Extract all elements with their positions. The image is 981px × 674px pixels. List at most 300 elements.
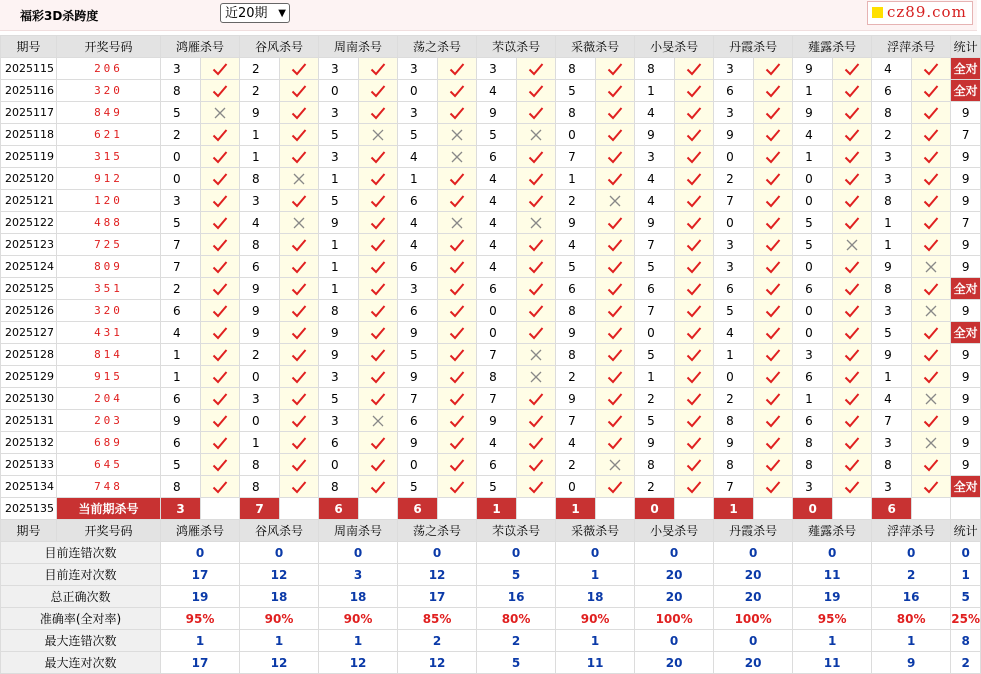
result-mark-cell (280, 234, 319, 256)
check-icon (754, 436, 792, 450)
result-mark-cell (912, 300, 951, 322)
draw-number-cell: 814 (57, 344, 161, 366)
stat-value: 90% (319, 608, 398, 630)
check-icon (754, 238, 792, 252)
result-mark-cell (359, 190, 398, 212)
check-icon (675, 128, 713, 142)
result-mark-cell (280, 146, 319, 168)
kill-number-cell: 9 (714, 432, 754, 454)
check-icon (754, 128, 792, 142)
result-mark-cell (201, 80, 240, 102)
cross-icon (517, 216, 555, 230)
check-icon (517, 436, 555, 450)
check-icon (517, 392, 555, 406)
check-icon (833, 282, 871, 296)
result-mark-cell (912, 212, 951, 234)
period-cell: 2025129 (1, 366, 57, 388)
stat-row (1, 652, 981, 674)
result-mark-cell (438, 256, 477, 278)
result-mark-cell (438, 124, 477, 146)
check-icon (596, 326, 634, 340)
check-icon (912, 458, 950, 472)
kill-number-cell: 6 (477, 146, 517, 168)
kill-number-cell: 4 (161, 322, 201, 344)
kill-number-cell: 8 (319, 300, 359, 322)
kill-number-cell: 9 (793, 58, 833, 80)
kill-number-cell: 8 (714, 410, 754, 432)
kill-number-cell: 5 (872, 322, 912, 344)
draw-row (1, 234, 981, 256)
check-icon (675, 458, 713, 472)
result-mark-cell (517, 410, 556, 432)
result-mark-cell (438, 80, 477, 102)
check-icon (912, 370, 950, 384)
stat-value: 0 (398, 542, 477, 564)
check-icon (754, 304, 792, 318)
check-icon (517, 150, 555, 164)
kill-number-cell: 9 (635, 124, 675, 146)
kill-number-cell: 3 (319, 102, 359, 124)
kill-number-cell: 0 (714, 366, 754, 388)
draw-number-cell: 351 (57, 278, 161, 300)
result-mark-cell (280, 278, 319, 300)
result-mark-cell (359, 212, 398, 234)
result-mark-cell (438, 146, 477, 168)
stat-value: 0 (951, 542, 981, 564)
kill-number-cell: 1 (872, 212, 912, 234)
check-icon (912, 150, 950, 164)
current-kill-number: 6 (872, 498, 912, 520)
result-mark-cell (438, 344, 477, 366)
kill-number-cell: 8 (872, 278, 912, 300)
check-icon (912, 62, 950, 76)
check-icon (280, 458, 318, 472)
check-icon (596, 62, 634, 76)
result-mark-cell (912, 278, 951, 300)
check-icon (833, 326, 871, 340)
column-header: 丹霞杀号 (714, 520, 793, 542)
check-icon (359, 348, 397, 362)
result-mark-cell (754, 234, 793, 256)
period-cell: 2025128 (1, 344, 57, 366)
check-icon (438, 304, 476, 318)
kill-number-cell: 4 (477, 432, 517, 454)
stat-value: 90% (240, 608, 319, 630)
result-mark-cell (675, 124, 714, 146)
check-icon (675, 370, 713, 384)
kill-number-cell: 3 (872, 432, 912, 454)
cross-icon (596, 458, 634, 472)
kill-number-cell: 7 (872, 410, 912, 432)
kill-number-cell: 8 (635, 58, 675, 80)
check-icon (754, 172, 792, 186)
check-icon (596, 348, 634, 362)
cross-icon (912, 304, 950, 318)
check-icon (201, 414, 239, 428)
result-mark-cell (359, 388, 398, 410)
stat-value: 1 (556, 564, 635, 586)
stat-value: 20 (714, 564, 793, 586)
result-mark-cell (833, 410, 872, 432)
draw-number-cell: 203 (57, 410, 161, 432)
result-mark-cell (517, 124, 556, 146)
stat-value: 85% (398, 608, 477, 630)
result-mark-cell (359, 366, 398, 388)
result-mark-cell (596, 234, 635, 256)
kill-number-cell: 8 (556, 344, 596, 366)
kill-number-cell: 3 (872, 168, 912, 190)
check-icon (833, 172, 871, 186)
result-mark-cell (833, 344, 872, 366)
kill-number-cell: 5 (556, 80, 596, 102)
stat-row (1, 586, 981, 608)
result-mark-cell (675, 80, 714, 102)
cross-icon (596, 194, 634, 208)
kill-number-cell: 8 (872, 102, 912, 124)
result-mark-cell (517, 300, 556, 322)
kill-span-table (0, 35, 981, 674)
result-mark-cell (517, 476, 556, 498)
stat-label: 总正确次数 (1, 586, 161, 608)
kill-number-cell: 9 (319, 344, 359, 366)
result-mark-cell (675, 212, 714, 234)
result-mark-cell (833, 454, 872, 476)
kill-number-cell: 0 (556, 476, 596, 498)
row-stat-cell: 全对 (951, 58, 981, 80)
kill-number-cell: 0 (556, 124, 596, 146)
kill-number-cell: 7 (556, 146, 596, 168)
period-cell: 2025119 (1, 146, 57, 168)
kill-number-cell: 2 (556, 190, 596, 212)
column-header: 期号 (1, 36, 57, 58)
result-mark-cell (201, 432, 240, 454)
result-mark-cell (833, 476, 872, 498)
kill-number-cell: 4 (477, 168, 517, 190)
draw-number-cell: 431 (57, 322, 161, 344)
check-icon (201, 282, 239, 296)
kill-number-cell: 9 (556, 388, 596, 410)
result-mark-cell (359, 80, 398, 102)
check-icon (833, 458, 871, 472)
draw-row (1, 212, 981, 234)
stat-value: 95% (793, 608, 872, 630)
stat-value: 2 (872, 564, 951, 586)
check-icon (754, 194, 792, 208)
current-empty-cell (833, 498, 872, 520)
result-mark-cell (438, 410, 477, 432)
row-stat-cell: 9 (951, 234, 981, 256)
page-title: 福彩3D杀跨度 (20, 9, 99, 23)
check-icon (675, 62, 713, 76)
current-stat-cell (951, 498, 981, 520)
check-icon (517, 260, 555, 274)
kill-number-cell: 6 (793, 366, 833, 388)
kill-number-cell: 3 (793, 344, 833, 366)
kill-number-cell: 3 (714, 234, 754, 256)
check-icon (359, 194, 397, 208)
check-icon (359, 260, 397, 274)
check-icon (833, 128, 871, 142)
current-period-cell: 2025135 (1, 498, 57, 520)
check-icon (359, 172, 397, 186)
kill-number-cell: 5 (161, 102, 201, 124)
kill-number-cell: 3 (714, 102, 754, 124)
check-icon (596, 370, 634, 384)
kill-number-cell: 0 (477, 322, 517, 344)
row-stat-cell: 9 (951, 344, 981, 366)
result-mark-cell (517, 454, 556, 476)
result-mark-cell (596, 102, 635, 124)
draw-row (1, 168, 981, 190)
current-kill-number: 0 (793, 498, 833, 520)
result-mark-cell (675, 476, 714, 498)
stat-value: 12 (398, 652, 477, 674)
result-mark-cell (201, 300, 240, 322)
kill-number-cell: 2 (556, 454, 596, 476)
kill-number-cell: 1 (398, 168, 438, 190)
kill-number-cell: 6 (161, 300, 201, 322)
result-mark-cell (675, 454, 714, 476)
result-mark-cell (517, 80, 556, 102)
stat-value: 11 (793, 652, 872, 674)
result-mark-cell (596, 344, 635, 366)
result-mark-cell (280, 322, 319, 344)
check-icon (596, 128, 634, 142)
result-mark-cell (280, 58, 319, 80)
draw-number-cell: 488 (57, 212, 161, 234)
result-mark-cell (359, 300, 398, 322)
column-header: 小旻杀号 (635, 520, 714, 542)
period-cell: 2025134 (1, 476, 57, 498)
stat-value: 11 (793, 564, 872, 586)
stat-value: 80% (872, 608, 951, 630)
cross-icon (280, 216, 318, 230)
result-mark-cell (754, 322, 793, 344)
check-icon (438, 370, 476, 384)
result-mark-cell (833, 366, 872, 388)
kill-number-cell: 1 (319, 278, 359, 300)
stat-value: 0 (240, 542, 319, 564)
check-icon (912, 172, 950, 186)
result-mark-cell (359, 454, 398, 476)
column-header: 周南杀号 (319, 520, 398, 542)
result-mark-cell (754, 432, 793, 454)
kill-number-cell: 4 (635, 190, 675, 212)
check-icon (596, 150, 634, 164)
kill-number-cell: 2 (161, 124, 201, 146)
result-mark-cell (596, 168, 635, 190)
check-icon (754, 106, 792, 120)
kill-number-cell: 0 (714, 212, 754, 234)
result-mark-cell (438, 322, 477, 344)
kill-number-cell: 9 (477, 410, 517, 432)
kill-number-cell: 7 (477, 344, 517, 366)
check-icon (675, 238, 713, 252)
kill-number-cell: 3 (872, 300, 912, 322)
check-icon (675, 282, 713, 296)
kill-number-cell: 7 (161, 234, 201, 256)
kill-number-cell: 9 (319, 212, 359, 234)
result-mark-cell (359, 234, 398, 256)
result-mark-cell (596, 124, 635, 146)
kill-number-cell: 2 (635, 388, 675, 410)
stat-value: 17 (161, 652, 240, 674)
column-header: 期号 (1, 520, 57, 542)
draw-row (1, 80, 981, 102)
result-mark-cell (201, 146, 240, 168)
result-mark-cell (280, 476, 319, 498)
cross-icon (438, 128, 476, 142)
result-mark-cell (359, 124, 398, 146)
result-mark-cell (280, 256, 319, 278)
check-icon (359, 216, 397, 230)
result-mark-cell (517, 146, 556, 168)
result-mark-cell (359, 344, 398, 366)
kill-number-cell: 6 (793, 410, 833, 432)
check-icon (833, 84, 871, 98)
kill-number-cell: 3 (319, 410, 359, 432)
kill-number-cell: 8 (240, 454, 280, 476)
current-empty-cell (517, 498, 556, 520)
result-mark-cell (517, 432, 556, 454)
kill-number-cell: 8 (161, 476, 201, 498)
check-icon (675, 84, 713, 98)
site-logo[interactable] (867, 1, 973, 25)
result-mark-cell (517, 234, 556, 256)
kill-number-cell: 8 (556, 102, 596, 124)
result-mark-cell (438, 432, 477, 454)
check-icon (280, 194, 318, 208)
result-mark-cell (438, 300, 477, 322)
cross-icon (280, 172, 318, 186)
kill-number-cell: 1 (635, 80, 675, 102)
kill-number-cell: 9 (872, 256, 912, 278)
kill-number-cell: 3 (319, 146, 359, 168)
check-icon (912, 238, 950, 252)
result-mark-cell (912, 190, 951, 212)
check-icon (517, 238, 555, 252)
stat-label: 目前连错次数 (1, 542, 161, 564)
cross-icon (517, 128, 555, 142)
check-icon (201, 172, 239, 186)
column-header: 鸿雁杀号 (161, 36, 240, 58)
result-mark-cell (280, 410, 319, 432)
stat-value: 1 (556, 630, 635, 652)
check-icon (201, 392, 239, 406)
kill-number-cell: 9 (240, 278, 280, 300)
check-icon (201, 480, 239, 494)
current-kill-number: 0 (635, 498, 675, 520)
result-mark-cell (359, 432, 398, 454)
kill-number-cell: 9 (477, 102, 517, 124)
stat-value: 12 (398, 564, 477, 586)
result-mark-cell (912, 146, 951, 168)
draw-row (1, 454, 981, 476)
check-icon (280, 480, 318, 494)
result-mark-cell (280, 366, 319, 388)
row-stat-cell: 全对 (951, 476, 981, 498)
stat-value: 2 (398, 630, 477, 652)
stat-value: 16 (477, 586, 556, 608)
result-mark-cell (675, 432, 714, 454)
result-mark-cell (675, 234, 714, 256)
stat-value: 1 (319, 630, 398, 652)
stat-value: 20 (635, 564, 714, 586)
stat-value: 100% (714, 608, 793, 630)
result-mark-cell (201, 190, 240, 212)
result-mark-cell (438, 388, 477, 410)
draw-row (1, 366, 981, 388)
kill-number-cell: 5 (398, 344, 438, 366)
kill-number-cell: 1 (319, 256, 359, 278)
column-header: 荡之杀号 (398, 520, 477, 542)
check-icon (912, 348, 950, 362)
check-icon (201, 194, 239, 208)
kill-number-cell: 9 (793, 102, 833, 124)
kill-number-cell: 0 (319, 80, 359, 102)
kill-number-cell: 5 (477, 124, 517, 146)
column-header: 谷风杀号 (240, 520, 319, 542)
kill-number-cell: 6 (398, 410, 438, 432)
column-header: 统计 (951, 36, 981, 58)
stat-value: 1 (951, 564, 981, 586)
period-select[interactable] (220, 3, 290, 23)
check-icon (833, 414, 871, 428)
stat-value: 19 (793, 586, 872, 608)
period-cell: 2025121 (1, 190, 57, 212)
result-mark-cell (359, 410, 398, 432)
check-icon (596, 480, 634, 494)
result-mark-cell (675, 300, 714, 322)
check-icon (280, 128, 318, 142)
kill-number-cell: 5 (477, 476, 517, 498)
stat-value: 18 (556, 586, 635, 608)
kill-number-cell: 5 (635, 256, 675, 278)
draw-number-cell: 320 (57, 80, 161, 102)
draw-number-cell: 912 (57, 168, 161, 190)
check-icon (438, 172, 476, 186)
result-mark-cell (596, 454, 635, 476)
kill-number-cell: 4 (398, 212, 438, 234)
kill-number-cell: 6 (793, 278, 833, 300)
kill-number-cell: 5 (793, 212, 833, 234)
stat-value: 12 (240, 564, 319, 586)
kill-number-cell: 3 (398, 278, 438, 300)
result-mark-cell (675, 190, 714, 212)
result-mark-cell (754, 168, 793, 190)
result-mark-cell (596, 278, 635, 300)
current-kill-number: 1 (556, 498, 596, 520)
kill-number-cell: 2 (872, 124, 912, 146)
kill-number-cell: 8 (872, 190, 912, 212)
kill-number-cell: 6 (477, 278, 517, 300)
result-mark-cell (912, 432, 951, 454)
result-mark-cell (517, 190, 556, 212)
kill-number-cell: 4 (714, 322, 754, 344)
result-mark-cell (912, 102, 951, 124)
stat-value: 0 (319, 542, 398, 564)
kill-number-cell: 3 (240, 388, 280, 410)
period-cell: 2025123 (1, 234, 57, 256)
kill-number-cell: 1 (793, 146, 833, 168)
check-icon (438, 260, 476, 274)
kill-number-cell: 3 (477, 58, 517, 80)
result-mark-cell (517, 344, 556, 366)
draw-number-cell: 206 (57, 58, 161, 80)
check-icon (912, 282, 950, 296)
stat-value: 0 (793, 542, 872, 564)
check-icon (201, 150, 239, 164)
